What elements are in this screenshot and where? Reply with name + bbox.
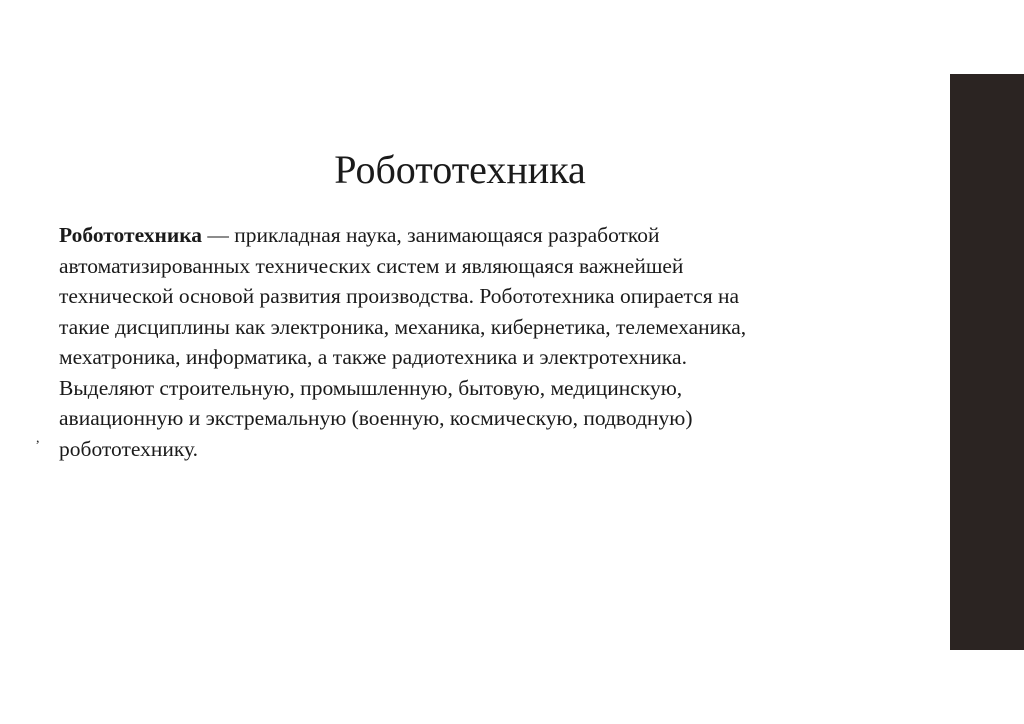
definition-paragraph [59, 220, 929, 464]
defined-term: Робототехника [59, 223, 203, 247]
paragraph-line-text: — прикладная наука, занимающаяся разработкой [202, 223, 660, 247]
paragraph-line: такие дисциплины как электроника, механика, кибернетика, телемеханика, [59, 314, 747, 339]
decorative-side-bar [950, 74, 1024, 650]
stray-comma-mark: , [36, 431, 40, 446]
paragraph-line [59, 220, 929, 251]
paragraph-line: Выделяют строительную, промышленную, бытовую, медицинскую, [59, 375, 683, 400]
paragraph-line: робототехнику. [59, 436, 199, 461]
paragraph-line: авиационную и экстремальную (военную, космическую, подводную) [59, 406, 693, 430]
paragraph-line: автоматизированных технических систем и являющаяся важнейшей [59, 253, 684, 278]
paragraph-line: технической основой развития производства. Робототехника опирается на [59, 284, 740, 308]
paragraph-line: мехатроника, информатика, а также радиотехника и электротехника. [59, 345, 687, 369]
slide-title: Робототехника [334, 147, 586, 192]
